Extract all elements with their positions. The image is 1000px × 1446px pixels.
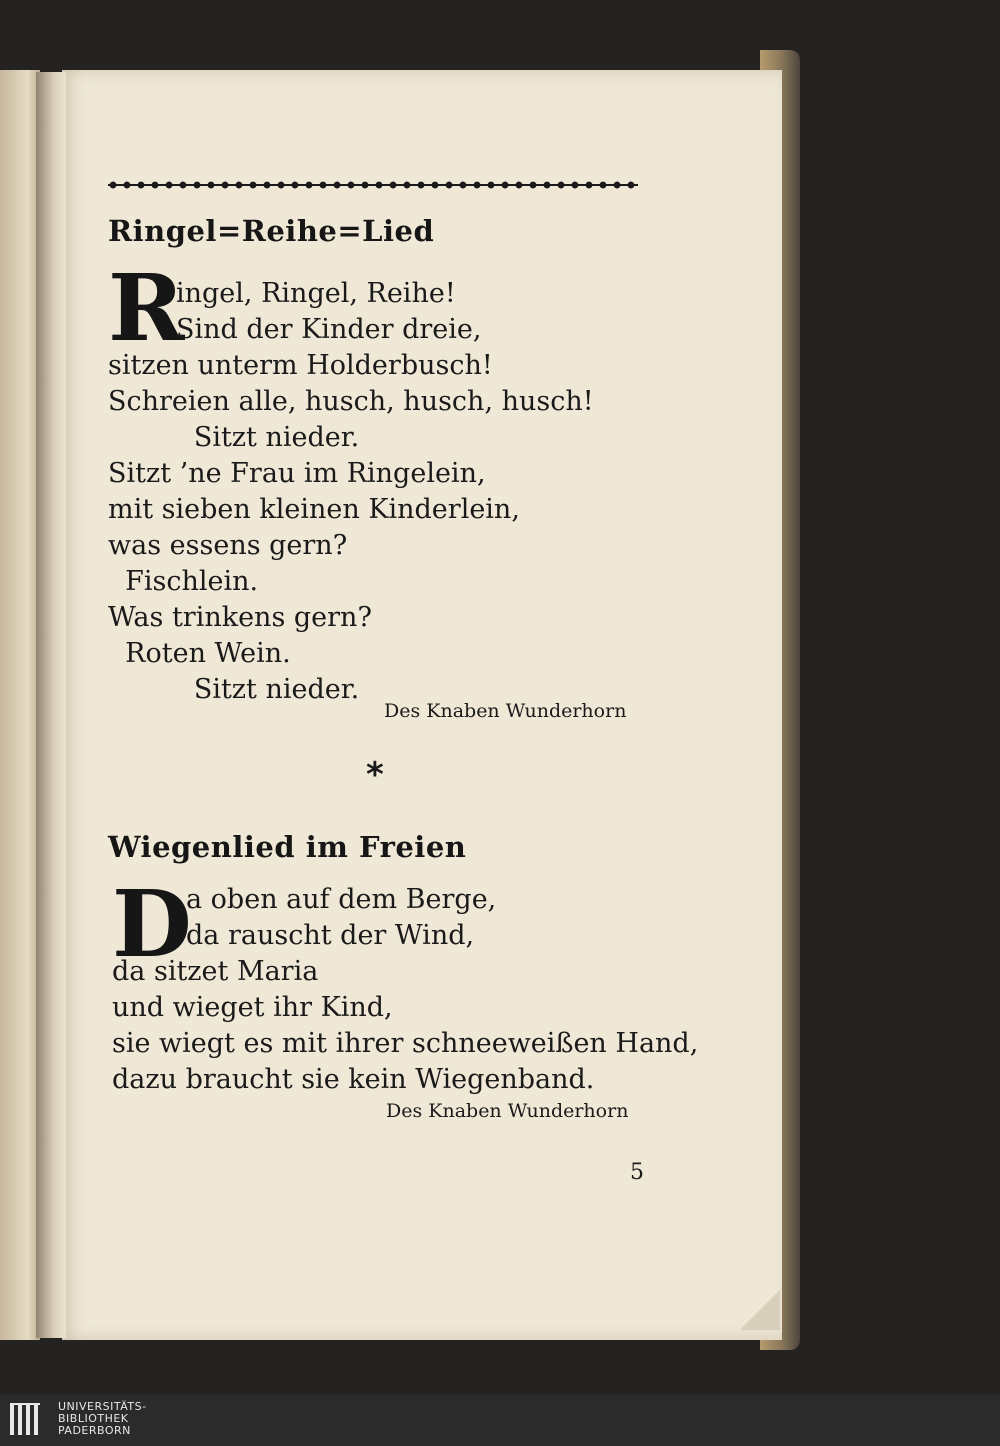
section-separator: *: [366, 755, 384, 795]
poem1-dropcap: R: [108, 254, 185, 362]
poem2-verse-line: da sitzet Maria: [112, 956, 319, 987]
poem2-title: Wiegenlied im Freien: [108, 830, 467, 864]
decorative-border: [108, 178, 638, 192]
poem2-dropcap: D: [112, 870, 192, 978]
poem1-attribution: Des Knaben Wunderhorn: [384, 700, 627, 722]
page-corner: [740, 1290, 780, 1330]
page-number: 5: [630, 1160, 644, 1185]
poem2-verse-line: da rauscht der Wind,: [186, 920, 475, 951]
poem1-verse-line: mit sieben kleinen Kinderlein,: [108, 494, 520, 525]
library-name-line: UNIVERSITÄTS-: [58, 1400, 147, 1413]
book-gutter: [36, 72, 66, 1338]
poem1-verse-line: Sitzt nieder.: [108, 674, 360, 705]
poem1-verse-line: Was trinkens gern?: [108, 602, 372, 633]
poem1-verse-line: Fischlein.: [108, 566, 259, 597]
poem1-verse-line: Roten Wein.: [108, 638, 291, 669]
poem1-verse-line: was essens gern?: [108, 530, 348, 561]
poem2-verse-line: und wieget ihr Kind,: [112, 992, 393, 1023]
poem1-verse-line: Sind der Kinder dreie,: [176, 314, 482, 345]
library-logo-icon: [8, 1401, 46, 1439]
poem2-verse-line: sie wiegt es mit ihrer schneeweißen Hand,: [112, 1028, 699, 1059]
poem2-attribution: Des Knaben Wunderhorn: [386, 1100, 629, 1122]
poem1-verse-line: ingel, Ringel, Reihe!: [176, 278, 456, 309]
poem1-title: Ringel=Reihe=Lied: [108, 214, 435, 248]
poem1-verse-line: Schreien alle, husch, husch, husch!: [108, 386, 594, 417]
poem2-verse-line: a oben auf dem Berge,: [186, 884, 497, 915]
library-footer: [0, 1395, 1000, 1446]
poem1-verse-line: sitzen unterm Holderbusch!: [108, 350, 493, 381]
left-page-edge: [0, 70, 40, 1340]
poem2-verse-line: dazu braucht sie kein Wiegenband.: [112, 1064, 595, 1095]
library-name-line: BIBLIOTHEK: [58, 1412, 129, 1425]
poem1-verse-line: Sitzt ’ne Frau im Ringelein,: [108, 458, 486, 489]
poem1-verse-line: Sitzt nieder.: [108, 422, 360, 453]
library-name-line: PADERBORN: [58, 1424, 131, 1437]
